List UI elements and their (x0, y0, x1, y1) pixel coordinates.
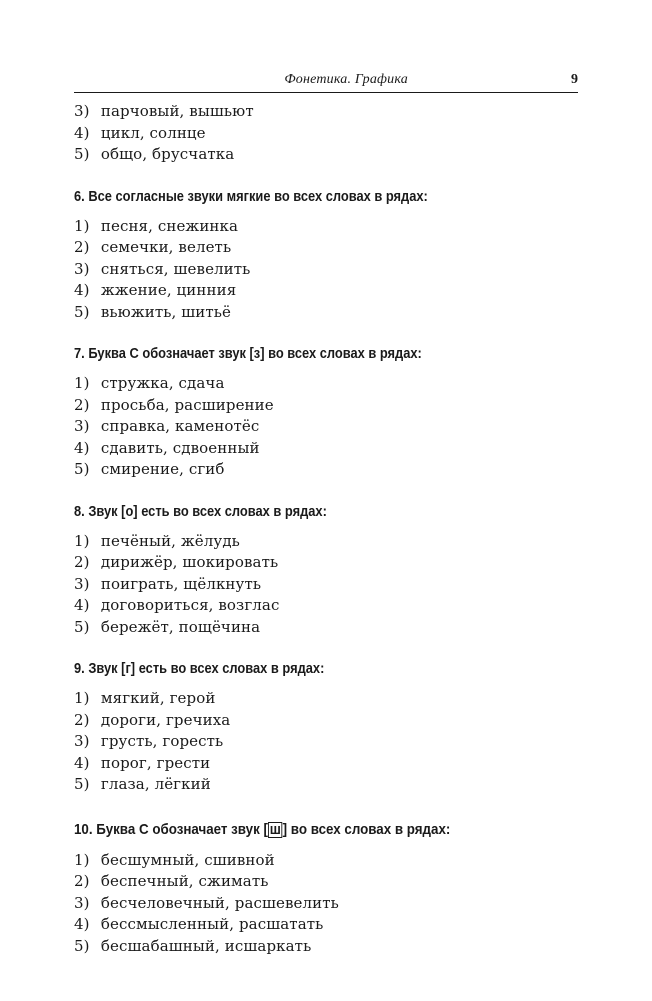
answer-option: 5) вьюжить, шитьё (74, 302, 232, 321)
page-content (74, 101, 584, 957)
answer-option: 5) глаза, лёгкий (74, 775, 211, 793)
phonetic-transcription: [о] (121, 503, 138, 520)
question-7-heading: 7. Буква С обозначает звук [з] во всех словах в рядах: (74, 346, 422, 362)
answer-option: 3) бесчеловечный, расшевелить (74, 893, 339, 912)
answer-option: 4) договориться, возглас (74, 596, 280, 614)
answer-option: 2) семечки, велеть (74, 238, 232, 256)
question-9-heading: 9. Звук [г] есть во всех словах в рядах: (74, 661, 325, 677)
answer-option: 1) стружка, сдача (74, 374, 225, 392)
answer-option: 5) смирение, сгиб (74, 460, 225, 478)
answer-option: 3) грусть, горесть (74, 732, 224, 750)
answer-option: 4) сдавить, сдвоенный (74, 438, 260, 457)
answer-option: 4) порог, грести (74, 753, 211, 772)
answer-option: 5) бесшабашный, исшаркать (74, 936, 312, 955)
question-10-heading: 10. Буква С обозначает звук [ ш ] во всех словах в рядах: (74, 820, 451, 838)
phonetic-transcription: [ ш ] (263, 820, 288, 838)
answer-option: 4) бессмысленный, расшатать (74, 915, 324, 933)
answer-option: 2) просьба, расширение (74, 395, 274, 414)
answer-option: 3) поиграть, щёлкнуть (74, 574, 262, 593)
answer-option: 3) сняться, шевелить (74, 259, 251, 278)
boxed-letter: ш (269, 820, 281, 838)
phonetic-transcription: [з] (249, 346, 265, 362)
answer-option: 4) цикл, солнце (74, 123, 206, 142)
running-header (74, 72, 578, 93)
phonetic-transcription: [г] (121, 661, 136, 677)
answer-option: 3) парчовый, вышьют (74, 102, 254, 120)
answer-option: 1) мягкий, герой (74, 689, 216, 707)
answer-option: 1) песня, снежинка (74, 216, 239, 235)
question-8-heading: 8. Звук [о] есть во всех словах в рядах: (74, 503, 327, 520)
answer-option: 2) дирижёр, шокировать (74, 553, 279, 571)
answer-option: 2) беспечный, сжимать (74, 872, 269, 890)
answer-option: 2) дороги, гречиха (74, 710, 231, 729)
section-title: Фонетика. Графика (284, 72, 408, 87)
answer-option: 1) бесшумный, сшивной (74, 850, 275, 869)
answer-option: 3) справка, каменотёс (74, 417, 260, 435)
answer-option: 4) жжение, цинния (74, 281, 237, 299)
question-6-heading: 6. Все согласные звуки мягкие во всех словах в рядах: (74, 188, 428, 205)
answer-option: 1) печёный, жёлудь (74, 531, 240, 550)
answer-option: 5) общо, брусчатка (74, 145, 235, 163)
page-number: 9 (571, 72, 578, 87)
answer-option: 5) бережёт, пощёчина (74, 617, 261, 636)
